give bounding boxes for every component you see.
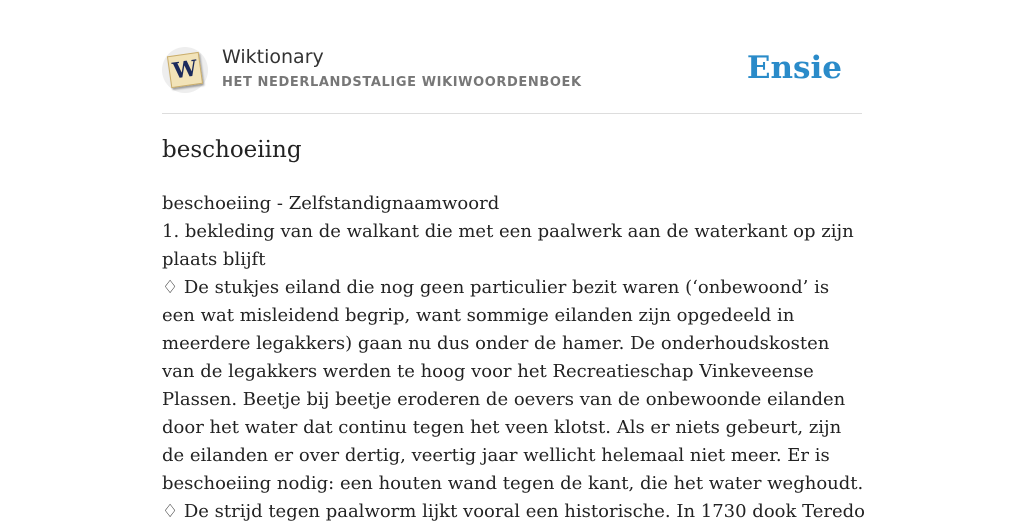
- header: [162, 44, 862, 114]
- example-1: ♢ De stukjes eiland die nog geen particulier bezit waren (‘onbewoond’ is een wat misleidend begrip, want sommige eilanden zijn opgedeeld in meerdere legakkers) gaan nu dus onder de hamer. De onderhoudskosten van de legakkers werden te hoog voor het Recreatieschap Vinkeveense Plassen. Beetje bij beetje eroderen de oevers van de onbewoonde eilanden door het water dat continu tegen het veen klotst. Als er niets gebeurt, zijn de eilanden er over dertig, veertig jaar wellicht helemaal niet meer. Er is beschoeiing nodig: een houten wand tegen de kant, die het water weghoudt.: [162, 277, 864, 494]
- example-2: ♢ De strijd tegen paalworm lijkt vooral een historische. In 1730 dook Teredo: [162, 501, 865, 522]
- logo-tile-icon: W: [167, 52, 203, 88]
- wiktionary-logo[interactable]: [162, 47, 208, 93]
- ensie-logo[interactable]: Ensie: [746, 50, 842, 86]
- header-divider: [162, 113, 862, 114]
- entry-heading: beschoeiing - Zelfstandignaamwoord: [162, 193, 500, 214]
- page-title: beschoeiing: [162, 137, 302, 163]
- site-tagline: HET NEDERLANDSTALIGE WIKIWOORDENBOEK: [222, 75, 582, 90]
- entry-content: [162, 190, 867, 526]
- definition: 1. bekleding van de walkant die met een paalwerk aan de waterkant op zijn plaats blijft: [162, 221, 854, 270]
- site-name[interactable]: Wiktionary: [222, 46, 324, 68]
